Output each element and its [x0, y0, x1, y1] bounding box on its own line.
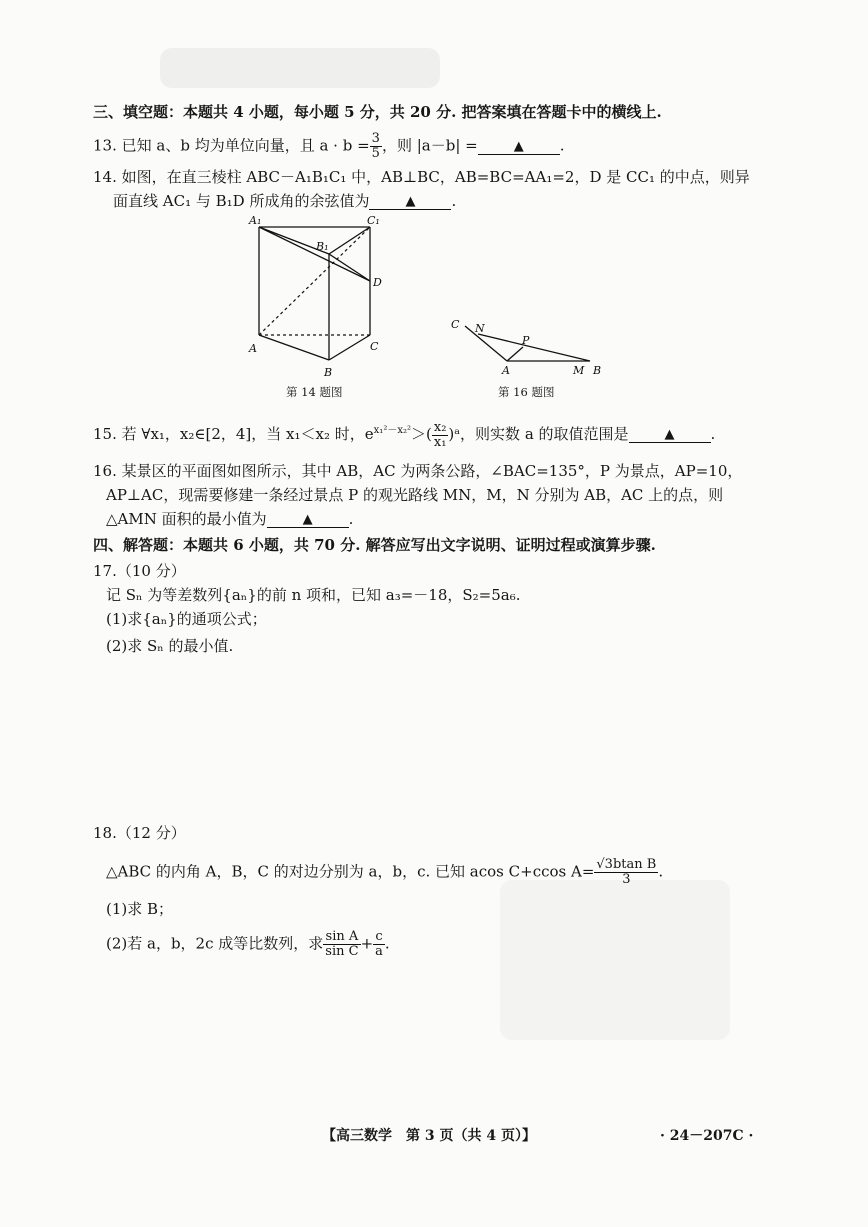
label-a1: A₁	[249, 214, 262, 227]
q18-fraction-ca	[373, 930, 385, 959]
figure-14-caption: 第 14 题图	[286, 385, 343, 399]
q15-exp-a: )ᵃ	[448, 425, 461, 443]
label-a: A	[249, 342, 257, 355]
label-b1: B₁	[316, 240, 329, 253]
section4-heading: 四、解答题：本题共 6 小题，共 70 分. 解答应写出文字说明、证明过程或演算步骤.	[93, 536, 656, 554]
question-14-line2	[113, 190, 456, 212]
q16-line3-text: △AMN 面积的最小值为	[106, 510, 267, 528]
q18-title: 18.（12 分）	[93, 824, 186, 842]
paper-code: · 24－207C ·	[660, 1128, 754, 1144]
q15-end: .	[710, 425, 716, 443]
q13-end: .	[559, 136, 565, 155]
q14-end: .	[451, 192, 457, 210]
q18-fraction-sin	[323, 930, 360, 959]
q17-part2: (2)求 Sₙ 的最小值.	[106, 637, 234, 655]
q16-answer-blank[interactable]	[267, 509, 349, 528]
q15-den: x₁	[433, 434, 447, 450]
q18-part2	[106, 930, 390, 959]
watermark-bottom-right	[500, 880, 730, 1040]
q18-stem-fraction	[594, 858, 658, 887]
q13-answer-blank[interactable]	[478, 136, 560, 155]
q18-den1: sin C	[325, 944, 359, 959]
answer-mark-icon: ▲	[302, 512, 313, 527]
label-a: A	[502, 364, 510, 377]
q15-answer-blank[interactable]	[629, 424, 711, 443]
figure-14-prism	[240, 210, 410, 380]
q13-suffix: ，则 |a－b| =	[381, 136, 478, 155]
q13-den: 5	[371, 146, 380, 161]
answer-mark-icon: ▲	[664, 427, 675, 442]
q18-plus: +	[360, 934, 374, 953]
q15-prefix: 15. 若 ∀x₁，x₂∈[2，4]，当 x₁＜x₂ 时，	[93, 425, 365, 443]
label-b: B	[593, 364, 602, 377]
q18-part2-prefix: (2)若 a，b，2c 成等比数列，求	[106, 934, 324, 953]
question-16-line2: AP⊥AC，现需要修建一条经过景点 P 的观光路线 MN，M，N 分别为 AB，AC 上的点，则	[106, 486, 724, 504]
q13-fraction	[370, 132, 382, 161]
q17-title: 17.（10 分）	[93, 562, 186, 580]
figure-16-map	[445, 312, 615, 382]
q15-exp-base: e	[364, 425, 374, 443]
label-c: C	[370, 340, 379, 353]
q18-den2: a	[375, 944, 383, 959]
q18-num1: sin A	[323, 930, 360, 945]
answer-mark-icon: ▲	[405, 194, 416, 209]
q18-stem-prefix: △ABC 的内角 A，B，C 的对边分别为 a，b，c. 已知 acos C+ccos A=	[106, 862, 595, 881]
q15-suffix: ，则实数 a 的取值范围是	[460, 425, 629, 443]
question-13	[93, 132, 565, 161]
q16-end: .	[348, 510, 354, 528]
figure-16-caption: 第 16 题图	[498, 385, 555, 399]
q17-part1: (1)求{aₙ}的通项公式；	[106, 610, 267, 628]
q13-prefix: 13. 已知 a、b 均为单位向量，且 a · b =	[93, 136, 370, 155]
question-15	[93, 420, 715, 450]
label-c: C	[451, 318, 460, 331]
q18-part2-end: .	[384, 934, 390, 953]
q18-stem	[106, 858, 663, 887]
q15-gt: ＞(	[411, 425, 432, 443]
label-m: M	[573, 364, 585, 377]
q18-part1: (1)求 B；	[106, 900, 174, 918]
label-p: P	[522, 334, 530, 347]
question-14-line1: 14. 如图，在直三棱柱 ABC－A₁B₁C₁ 中，AB⊥BC，AB=BC=AA₁=2，D 是 CC₁ 的中点，则异	[93, 168, 750, 186]
q15-num: x₂	[433, 419, 447, 435]
label-d: D	[373, 276, 382, 289]
q15-fraction	[432, 421, 449, 450]
q18-stem-num: √3btan B	[596, 857, 657, 872]
page-footer: 【高三数学 第 3 页（共 4 页）】	[322, 1128, 536, 1144]
q17-stem: 记 Sₙ 为等差数列{aₙ}的前 n 项和，已知 a₃=－18，S₂=5a₆.	[106, 586, 521, 604]
q14-answer-blank[interactable]	[369, 191, 451, 210]
q18-stem-end: .	[658, 862, 664, 881]
q18-stem-den: 3	[622, 872, 631, 887]
q13-num: 3	[371, 131, 380, 146]
q18-num2: c	[373, 930, 385, 945]
label-b: B	[324, 366, 333, 379]
label-c1: C₁	[367, 214, 380, 227]
watermark-top	[160, 48, 440, 88]
label-n: N	[475, 322, 485, 335]
question-16-line3	[106, 508, 353, 530]
question-16-line1: 16. 某景区的平面图如图所示，其中 AB，AC 为两条公路，∠BAC=135°，P 为景点，AP=10，	[93, 462, 743, 480]
q14-line2-text: 面直线 AC₁ 与 B₁D 所成角的余弦值为	[113, 192, 370, 210]
section3-heading: 三、填空题：本题共 4 小题，每小题 5 分，共 20 分. 把答案填在答题卡中的横线上.	[93, 103, 662, 121]
answer-mark-icon: ▲	[513, 138, 524, 154]
q15-exponent: x₁²－x₂²	[373, 425, 411, 436]
